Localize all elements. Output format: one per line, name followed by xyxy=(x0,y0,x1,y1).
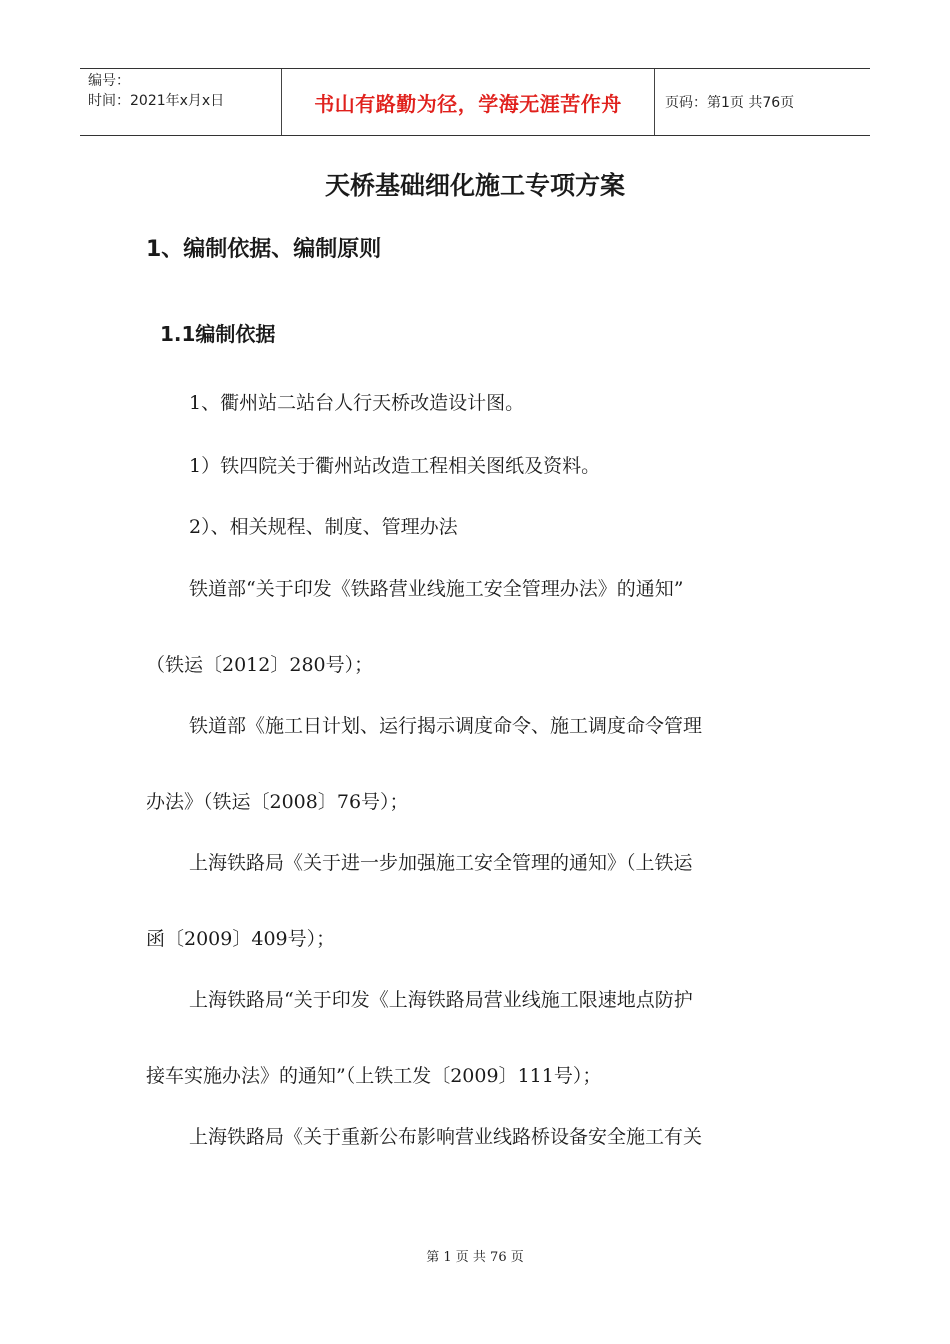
header-page-info: 页码：第1页 共76页 xyxy=(665,95,795,111)
header-meta xyxy=(80,69,282,135)
header-motto: 书山有路勤为径，学海无涯苦作舟 xyxy=(282,69,655,135)
page-header xyxy=(80,68,870,136)
body-line: 1、衢州站二站台人行天桥改造设计图。 xyxy=(189,392,525,414)
subsection-heading: 1.1编制依据 xyxy=(160,322,276,346)
body-line: 函〔2009〕409号）； xyxy=(146,928,336,950)
body-line: 铁道部《施工日计划、运行揭示调度命令、施工调度命令管理 xyxy=(189,715,703,737)
body-line: 接车实施办法》的通知”（上铁工发〔2009〕111号）； xyxy=(146,1065,602,1087)
document-date-label: 时间：2021年x月x日 xyxy=(88,93,225,109)
body-line: 上海铁路局“关于印发《上海铁路局营业线施工限速地点防护 xyxy=(189,989,693,1011)
body-line: 上海铁路局《关于进一步加强施工安全管理的通知》（上铁运 xyxy=(189,852,693,874)
body-line: 1）铁四院关于衢州站改造工程相关图纸及资料。 xyxy=(189,455,601,477)
body-line: 铁道部“关于印发《铁路营业线施工安全管理办法》的通知” xyxy=(189,578,684,600)
section-heading: 1、编制依据、编制原则 xyxy=(146,237,382,262)
body-line: 2）、相关规程、制度、管理办法 xyxy=(189,516,458,538)
body-line: 办法》（铁运〔2008〕76号）； xyxy=(146,791,409,813)
document-title: 天桥基础细化施工专项方案 xyxy=(324,171,625,200)
document-number-label: 编号： xyxy=(88,73,130,89)
body-line: （铁运〔2012〕280号）； xyxy=(146,654,374,676)
page-footer: 第 1 页 共 76 页 xyxy=(426,1250,524,1265)
body-line: 上海铁路局《关于重新公布影响营业线路桥设备安全施工有关 xyxy=(189,1126,703,1148)
